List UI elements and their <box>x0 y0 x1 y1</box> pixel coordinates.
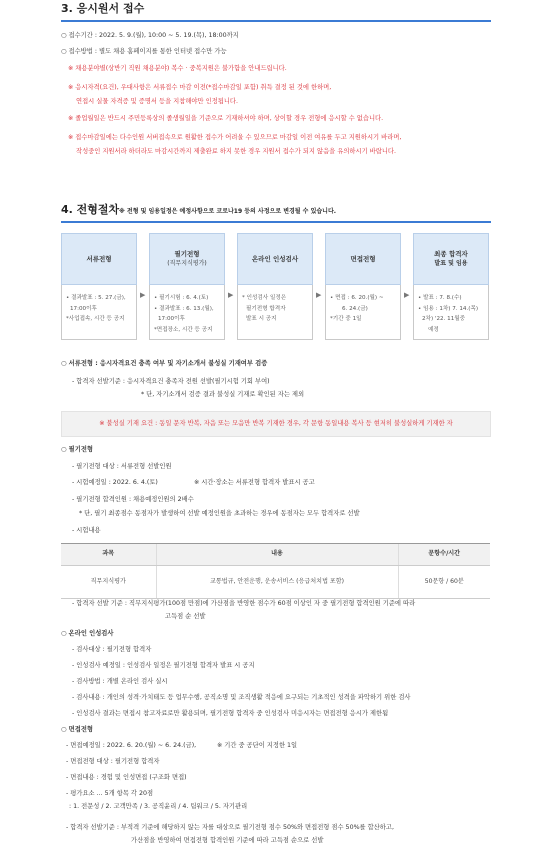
note-deadline-cont: 작성중인 지원서라 하더라도 마감시간까지 제출완료 하지 못한 경우 지원서 접수가 되지 않음을 유의하시기 바랍니다. <box>76 148 396 155</box>
online-test-result-usage: - 인성검사 결과는 면접시 참고자료로만 활용되며, 필기전형 합격자 중 인성검사 미응시자는 면접전형 응시가 제한됨 <box>72 710 389 717</box>
document-screening-exception: * 단, 자기소개서 검증 결과 불성실 기재로 확인된 자는 제외 <box>141 391 305 398</box>
step-final-header <box>413 233 489 285</box>
step-detail: • 결과발표 : 6. 13.(월), <box>154 305 214 312</box>
table-header: 내용 <box>156 544 398 566</box>
interview-evaluation-list: : 1. 전문성 / 2. 고객만족 / 3. 공직윤리 / 4. 팀워크 / 5. 자기관리 <box>69 803 248 810</box>
online-test-heading: ○ 온라인 인성검사 <box>61 630 114 637</box>
written-exam-venue-note: ※ 시간·장소는 서류전형 합격자 발표시 공고 <box>194 479 315 486</box>
online-test-date: - 인성검사 예정일 : 인성검사 일정은 필기전형 합격자 발표 시 공지 <box>72 662 255 669</box>
step-written-exam-header <box>149 233 225 285</box>
step-detail: • 임용 : 1차) 7. 14.(목) <box>418 305 479 312</box>
written-exam-selection-criteria-cont: 고득점 순 선발 <box>165 613 206 620</box>
step-name: 서류전형 <box>86 254 112 263</box>
step-name: 온라인 인성검사 <box>251 254 299 263</box>
interview-target: - 면접전형 대상 : 필기전형 합격자 <box>66 758 160 765</box>
note-deadline: ※ 접수마감일에는 다수인원 서버접속으로 원활한 접수가 어려울 수 있으므로 마감일 이전 여유를 두고 지원하시기 바라며, <box>68 134 402 141</box>
section-3-title: 3. 응시원서 접수 <box>61 2 145 15</box>
step-detail: • 면접 : 6. 20.(월) ~ <box>330 295 384 301</box>
step-arrow-icon: ▶ <box>404 291 410 299</box>
document-screening-criteria: - 합격자 선발기준 : 응시자격요건 충족자 전원 선발(필기시험 기회 부여) <box>72 378 270 385</box>
written-exam-heading: ○ 필기전형 <box>61 446 94 453</box>
table-cell: 교통법규, 안전운행, 운송서비스 (응급처치법 포함) <box>156 566 398 599</box>
step-detail: * 인성검사 일정은 <box>242 295 287 301</box>
section-4-divider <box>61 221 491 223</box>
step-arrow-icon: ▶ <box>228 291 234 299</box>
step-detail: *기간 중 1일 <box>330 316 362 323</box>
step-subname: (직무지식평가) <box>167 260 207 268</box>
insincere-entry-notice <box>61 411 491 437</box>
table-header: 문항수/시간 <box>398 544 490 566</box>
interview-date: - 면접예정일 : 2022. 6. 20.(월) ~ 6. 24.(금), <box>66 742 197 749</box>
step-detail: 발표 시 공지 <box>246 316 277 323</box>
section-4-title: 4. 전형절차 <box>61 203 120 216</box>
step-personality-test-header <box>237 233 313 285</box>
interview-selection-criteria-cont: 가산점을 반영하여 면접전형 합격인원 기준에 따라 고득점 순으로 선발 <box>131 837 324 844</box>
step-name: 필기전형 <box>174 249 200 258</box>
application-period: ○ 접수기간 : 2022. 5. 9.(월), 10:00 ~ 5. 19.(목), 18:00까지 <box>61 32 239 39</box>
written-exam-selection-criteria: - 합격자 선발 기준 : 직무지식평가(100점 만점)에 가산점을 반영한 점수가 60점 이상인 자 중 필기전형 합격인원 기준에 따라 <box>72 600 416 607</box>
step-detail: 17:00이후 <box>158 316 185 323</box>
online-test-method: - 검사방법 : 개별 온라인 검사 실시 <box>72 678 168 685</box>
note-qualification: ※ 응시자격(요건), 우대사항은 서류접수 마감 이전(*접수마감일 포함) 취득 결정 된 것에 한하며, <box>68 84 332 91</box>
step-interview-details <box>325 285 401 340</box>
written-exam-pass-count: - 필기전형 합격인원 : 채용예정인원의 2배수 <box>72 496 194 503</box>
step-arrow-icon: ▶ <box>140 291 146 299</box>
step-detail: 2차) '22. 11월중 <box>422 316 466 323</box>
table-row <box>61 566 490 599</box>
interview-evaluation-factors: - 평가요소 ... 5개 항목 각 20점 <box>66 790 154 797</box>
step-detail: • 필기시험 : 6. 4.(토) <box>154 295 209 301</box>
step-detail: 17:00이후 <box>70 305 97 312</box>
written-exam-tie-note: * 단, 필기 최종점수 동점자가 발생하여 선발 예정인원을 초과하는 경우에 동점자는 모두 합격자로 선발 <box>79 510 360 517</box>
step-detail: 6. 24.(금) <box>342 305 368 312</box>
interview-date-note: ※ 기간 중 공단이 지정한 1일 <box>217 742 298 749</box>
section-3-divider <box>61 20 491 22</box>
note-qualification-cont: 연접시 실물 자격증 및 증명서 등을 지참해야만 인정됩니다. <box>76 98 238 105</box>
table-cell: 직무지식평가 <box>61 566 156 599</box>
interview-selection-criteria: - 합격자 선발기준 : 부적격 기준에 해당하지 않는 자를 대상으로 필기전형 점수 50%와 면접전형 점수 50%를 합산하고, <box>66 824 394 831</box>
step-detail: 예정 <box>428 326 439 333</box>
written-exam-date: - 시험예정일 : 2022. 6. 4.(토) <box>72 479 158 486</box>
document-screening-heading: ○ 서류전형 : 응시자격요건 충족 여부 및 자기소개서 불성실 기재여부 검증 <box>61 360 268 367</box>
step-interview-header <box>325 233 401 285</box>
step-detail: *사업접속, 시간 등 공지 <box>66 316 125 323</box>
step-personality-test-details <box>237 285 313 340</box>
table-cell: 50문항 / 60분 <box>398 566 490 599</box>
step-final-details <box>413 285 489 340</box>
interview-heading: ○ 면접전형 <box>61 726 94 733</box>
online-test-target: - 검사대상 : 필기전형 합격자 <box>72 646 152 653</box>
section-4-subtitle: ※ 전형 및 임용일정은 예정사항으로 코로나19 등의 사정으로 변경될 수 있습니다. <box>119 208 337 215</box>
step-document-screening-header <box>61 233 137 285</box>
step-name: 면접전형 <box>350 254 376 263</box>
online-test-content: - 검사내용 : 개인의 성격·가치태도 등 업무수행, 공직소명 및 조직생활 적응에 요구되는 기초적인 성격을 파악하기 위한 검사 <box>72 694 411 701</box>
table-header: 과목 <box>61 544 156 566</box>
interview-content: - 면접내용 : 경험 및 인성면접 (구조화 면접) <box>66 774 187 781</box>
step-written-exam-details <box>149 285 225 340</box>
note-duplicate-application: ※ 채용분야별(상반기 직원 채용분야) 복수 · 중복지원은 불가함을 안내드립니다. <box>68 65 287 72</box>
application-method: ○ 접수방법 : 별도 채용 홈페이지를 통한 인터넷 접수만 가능 <box>61 48 227 55</box>
insincere-entry-notice-text: ※ 불성실 기재 요건 : 동일 문자 반복, 자음 또는 모음만 반복 기재한 경우, 각 문항 동일내용 복사 등 현저히 불성실하게 기재한 자 <box>99 419 453 427</box>
step-detail: • 결과발표 : 5. 27.(금), <box>66 295 126 301</box>
written-exam-content-label: - 시험내용 <box>72 527 101 534</box>
step-subname: 발표 및 임용 <box>434 260 468 268</box>
step-document-screening-details <box>61 285 137 340</box>
step-name: 최종 합격자 <box>434 249 468 258</box>
written-exam-target: - 필기전형 대상 : 서류전형 선발인원 <box>72 463 172 470</box>
step-detail: • 발표 : 7. 8.(수) <box>418 295 462 301</box>
written-exam-table <box>61 543 490 599</box>
table-header-row <box>61 544 490 566</box>
step-arrow-icon: ▶ <box>316 291 322 299</box>
step-detail: *면접장소, 시간 등 공지 <box>154 326 213 333</box>
note-birthdate: ※ 졸업월일은 반드시 주민등록상의 졸생월일을 기준으로 기재하셔야 하며, 상이할 경우 전형에 응시할 수 없습니다. <box>68 115 384 122</box>
step-detail: 필기전형 합격자 <box>246 305 286 312</box>
